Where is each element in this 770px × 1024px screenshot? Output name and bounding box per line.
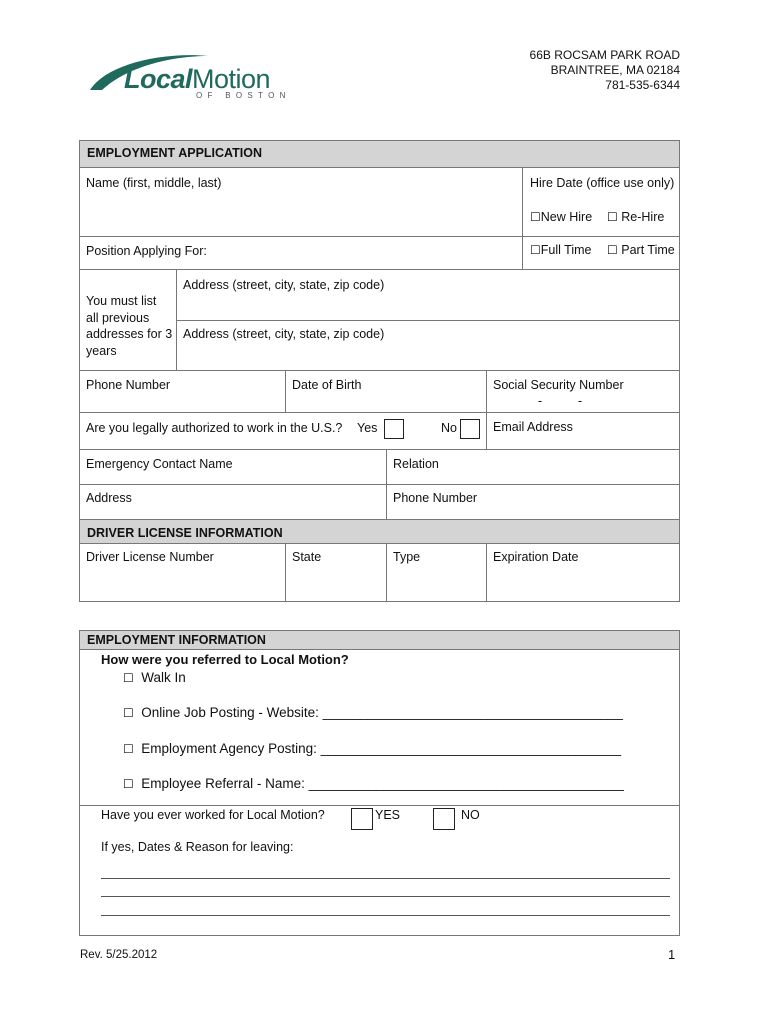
address-label-2: Address (street, city, state, zip code) (183, 327, 385, 341)
previous-address-note (86, 293, 172, 359)
email-label: Email Address (493, 420, 573, 434)
emergency-address-label: Address (86, 491, 132, 505)
checkbox-icon[interactable]: ☐ (123, 742, 134, 756)
re-hire-label: Re-Hire (621, 210, 665, 224)
section-header-employment-application: EMPLOYMENT APPLICATION (79, 140, 680, 168)
dates-reason-label: If yes, Dates & Reason for leaving: (101, 840, 294, 854)
authorized-question: Are you legally authorized to work in the U.S.? (86, 421, 343, 435)
address-line-2: BRAINTREE, MA 02184 (550, 63, 680, 77)
divider (79, 805, 680, 806)
full-time-option[interactable] (530, 243, 591, 257)
worked-yes-checkbox[interactable] (351, 808, 373, 830)
driver-license-number-label: Driver License Number (86, 550, 214, 564)
divider (79, 236, 680, 237)
authorized-yes-checkbox[interactable] (384, 419, 404, 439)
checkbox-icon[interactable]: ☐ (123, 706, 134, 720)
emergency-phone-label: Phone Number (393, 491, 478, 505)
ssn-label: Social Security Number (493, 378, 624, 392)
note-line: You must list (86, 294, 157, 308)
emergency-contact-label: Emergency Contact Name (86, 457, 233, 471)
hire-date-label: Hire Date (office use only) (530, 176, 675, 190)
divider (79, 269, 680, 270)
agency-label: Employment Agency Posting: ________________________________________ (141, 741, 621, 756)
walk-in-label: Walk In (141, 670, 186, 685)
divider (486, 370, 487, 449)
part-time-option[interactable] (607, 243, 675, 257)
divider (79, 484, 680, 485)
referral-agency[interactable] (123, 741, 621, 756)
position-label: Position Applying For: (86, 244, 207, 258)
company-phone: 781-535-6344 (605, 78, 680, 92)
re-hire-option[interactable] (607, 210, 664, 224)
part-time-label: Part Time (621, 243, 675, 257)
revision-note: Rev. 5/25.2012 (80, 949, 158, 961)
yes-label: Yes (357, 421, 378, 435)
divider (176, 320, 680, 321)
note-line: addresses for 3 (86, 327, 173, 341)
checkbox-icon[interactable]: ☐ (123, 671, 134, 685)
name-label: Name (first, middle, last) (86, 176, 222, 190)
divider (285, 370, 286, 412)
page-number: 1 (668, 947, 676, 962)
phone-label: Phone Number (86, 378, 171, 392)
ssn-dash: - (578, 394, 583, 408)
worked-before-question: Have you ever worked for Local Motion? (101, 808, 325, 822)
full-time-label: Full Time (540, 243, 592, 257)
divider (386, 544, 387, 602)
divider (522, 167, 523, 269)
answer-line[interactable] (101, 896, 670, 897)
checkbox-icon[interactable]: ☐ (123, 777, 134, 791)
referral-employee[interactable] (123, 776, 624, 791)
authorized-no-checkbox[interactable] (460, 419, 480, 439)
divider (79, 370, 680, 371)
new-hire-option[interactable] (530, 210, 592, 224)
section-header-employment-info: EMPLOYMENT INFORMATION (79, 630, 680, 650)
worked-no-checkbox[interactable] (433, 808, 455, 830)
divider (79, 412, 680, 413)
answer-line[interactable] (101, 878, 670, 879)
divider (486, 544, 487, 602)
no-label: No (441, 421, 457, 435)
logo-subtitle: OF BOSTON (196, 91, 291, 100)
type-label: Type (393, 550, 421, 564)
address-line-1: 66B ROCSAM PARK ROAD (529, 48, 680, 62)
note-line: all previous (86, 310, 150, 325)
employee-referral-label: Employee Referral - Name: __________________________________________ (141, 776, 624, 791)
checkbox-icon[interactable]: ☐ (607, 243, 618, 257)
answer-line[interactable] (101, 915, 670, 916)
note-line: years (86, 343, 117, 358)
company-address (530, 48, 680, 93)
divider (285, 544, 286, 602)
referral-website[interactable] (123, 705, 623, 720)
website-label: Online Job Posting - Website: ________________________________________ (141, 705, 623, 720)
expiration-date-label: Expiration Date (493, 550, 579, 564)
referral-question: How were you referred to Local Motion? (101, 652, 349, 667)
section-header-driver-license: DRIVER LICENSE INFORMATION (79, 519, 680, 544)
ssn-dash: - (538, 394, 543, 408)
dob-label: Date of Birth (292, 378, 362, 392)
logo-motion: Motion (192, 64, 271, 94)
worked-yes-label: YES (375, 808, 401, 822)
worked-no-label: NO (461, 808, 480, 822)
referral-walk-in[interactable] (123, 670, 186, 685)
logo-local: Local (124, 64, 193, 94)
new-hire-label: New Hire (540, 210, 593, 224)
relation-label: Relation (393, 457, 439, 471)
checkbox-icon[interactable]: ☐ (607, 210, 618, 224)
checkbox-icon[interactable]: ☐ (530, 243, 541, 257)
state-label: State (292, 550, 322, 564)
address-label-1: Address (street, city, state, zip code) (183, 278, 385, 292)
checkbox-icon[interactable]: ☐ (530, 210, 541, 224)
divider (79, 449, 680, 450)
